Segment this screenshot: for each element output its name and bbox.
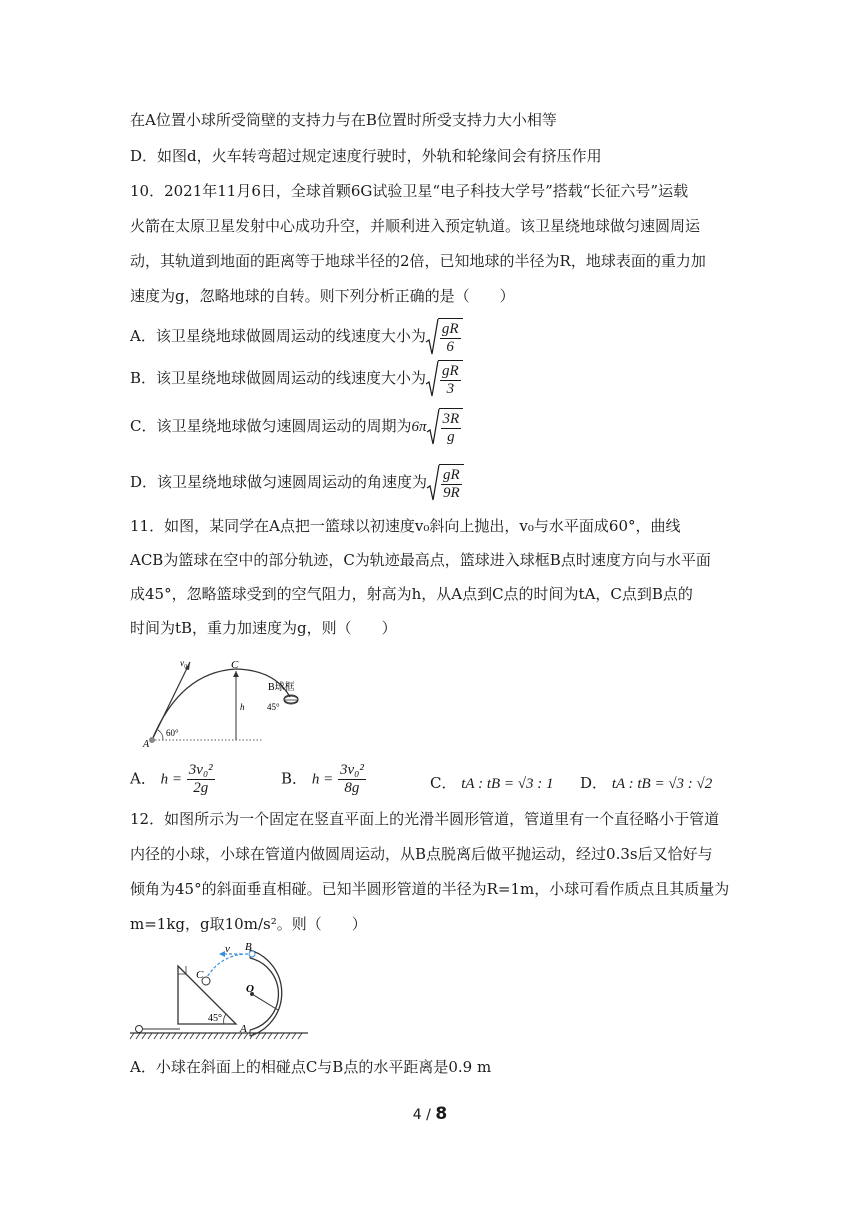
q11-line-4: 时间为tB，重力加速度为g，则（ ） <box>130 619 397 637</box>
figure-semicircle-tube <box>130 942 310 1050</box>
fig11-c-label: C <box>231 659 239 671</box>
q11-option-b: B． h = $\frac{\text{3v₀²}}{8g}$ <box>281 762 364 796</box>
fig12-a-label: A <box>240 1023 247 1035</box>
fig11-b-label: B球框 <box>268 682 295 693</box>
q12-line-4: m=1kg，g取10m/s²。则（ ） <box>130 915 367 933</box>
q10-option-d: D．该卫星绕地球做匀速圆周运动的角速度为 $\frac{gR}{9R}$ <box>130 464 464 502</box>
option-d-q9: D．如图d，火车转弯超过规定速度行驶时，外轨和轮缘间会有挤压作用 <box>130 147 602 165</box>
q10-option-b: B．该卫星绕地球做圆周运动的线速度大小为 $\frac{gR}{3}$ <box>130 360 463 398</box>
fig11-v0-label: v₀ <box>180 658 188 668</box>
fig11-a-label: A <box>143 739 150 750</box>
q11-option-a: A． h = $\frac{\text{3v₀²}}{2g}$ <box>130 762 213 796</box>
q11-line-2: ACB为篮球在空中的部分轨迹，C为轨迹最高点，篮球进入球框B点时速度方向与水平面 <box>130 551 711 569</box>
fig12-angle-label: 45° <box>208 1013 222 1024</box>
q10-option-a: A．该卫星绕地球做圆周运动的线速度大小为 $\frac{gR}{6}$ <box>130 318 463 356</box>
figure-basketball-trajectory <box>130 652 295 752</box>
q11-option-c: C． tA : tB = √3 : 1 <box>430 774 554 792</box>
q10-option-c: C．该卫星绕地球做匀速圆周运动的周期为6π $\frac{3R}{g}$ <box>130 408 463 446</box>
q12-line-2: 内径的小球，小球在管道内做圆周运动，从B点脱离后做平抛运动，经过0.3s后又恰好与 <box>130 845 713 863</box>
fig11-angle-a: 60° <box>166 728 179 738</box>
q11-line-1: 11．如图，某同学在A点把一篮球以初速度v₀斜向上抛出，v₀与水平面成60°，曲线 <box>130 517 681 535</box>
q12-line-1: 12．如图所示为一个固定在竖直平面上的光滑半圆形管道，管道里有一个直径略小于管道 <box>130 810 720 828</box>
q10-line-2: 火箭在太原卫星发射中心成功升空，并顺利进入预定轨道。该卫星绕地球做匀速圆周运 <box>130 217 701 235</box>
q10-line-4: 速度为g，忽略地球的自转。则下列分析正确的是（ ） <box>130 287 515 305</box>
continued-text: 在A位置小球所受筒壁的支持力与在B位置时所受支持力大小相等 <box>130 111 557 129</box>
fig12-b-label: B <box>245 941 252 953</box>
q10-line-3: 动，其轨道到地面的距离等于地球半径的2倍，已知地球的半径为R，地球表面的重力加 <box>130 252 706 270</box>
q10-line-1: 10．2021年11月6日，全球首颗6G试验卫星“电子科技大学号”搭载“长征六号”运载 <box>130 182 689 200</box>
q11-line-3: 成45°，忽略篮球受到的空气阻力，射高为h，从A点到C点的时间为tA，C点到B点的 <box>130 585 693 603</box>
fig11-angle-b: 45° <box>267 702 280 712</box>
q12-option-a: A．小球在斜面上的相碰点C与B点的水平距离是0.9 m <box>130 1058 492 1076</box>
fig12-c-label: C <box>196 969 204 981</box>
fig11-h-label: h <box>240 702 245 712</box>
fig12-v-label: v <box>225 943 230 955</box>
page-number: 4 / 8 <box>412 1104 448 1124</box>
fig12-o-label: O <box>246 983 254 995</box>
q12-line-3: 倾角为45°的斜面垂直相碰。已知半圆形管道的半径为R=1m，小球可看作质点且其质量为 <box>130 880 730 898</box>
figure-basketball-rim-trail <box>280 660 320 720</box>
q11-option-d: D． tA : tB = √3 : √2 <box>580 774 713 792</box>
